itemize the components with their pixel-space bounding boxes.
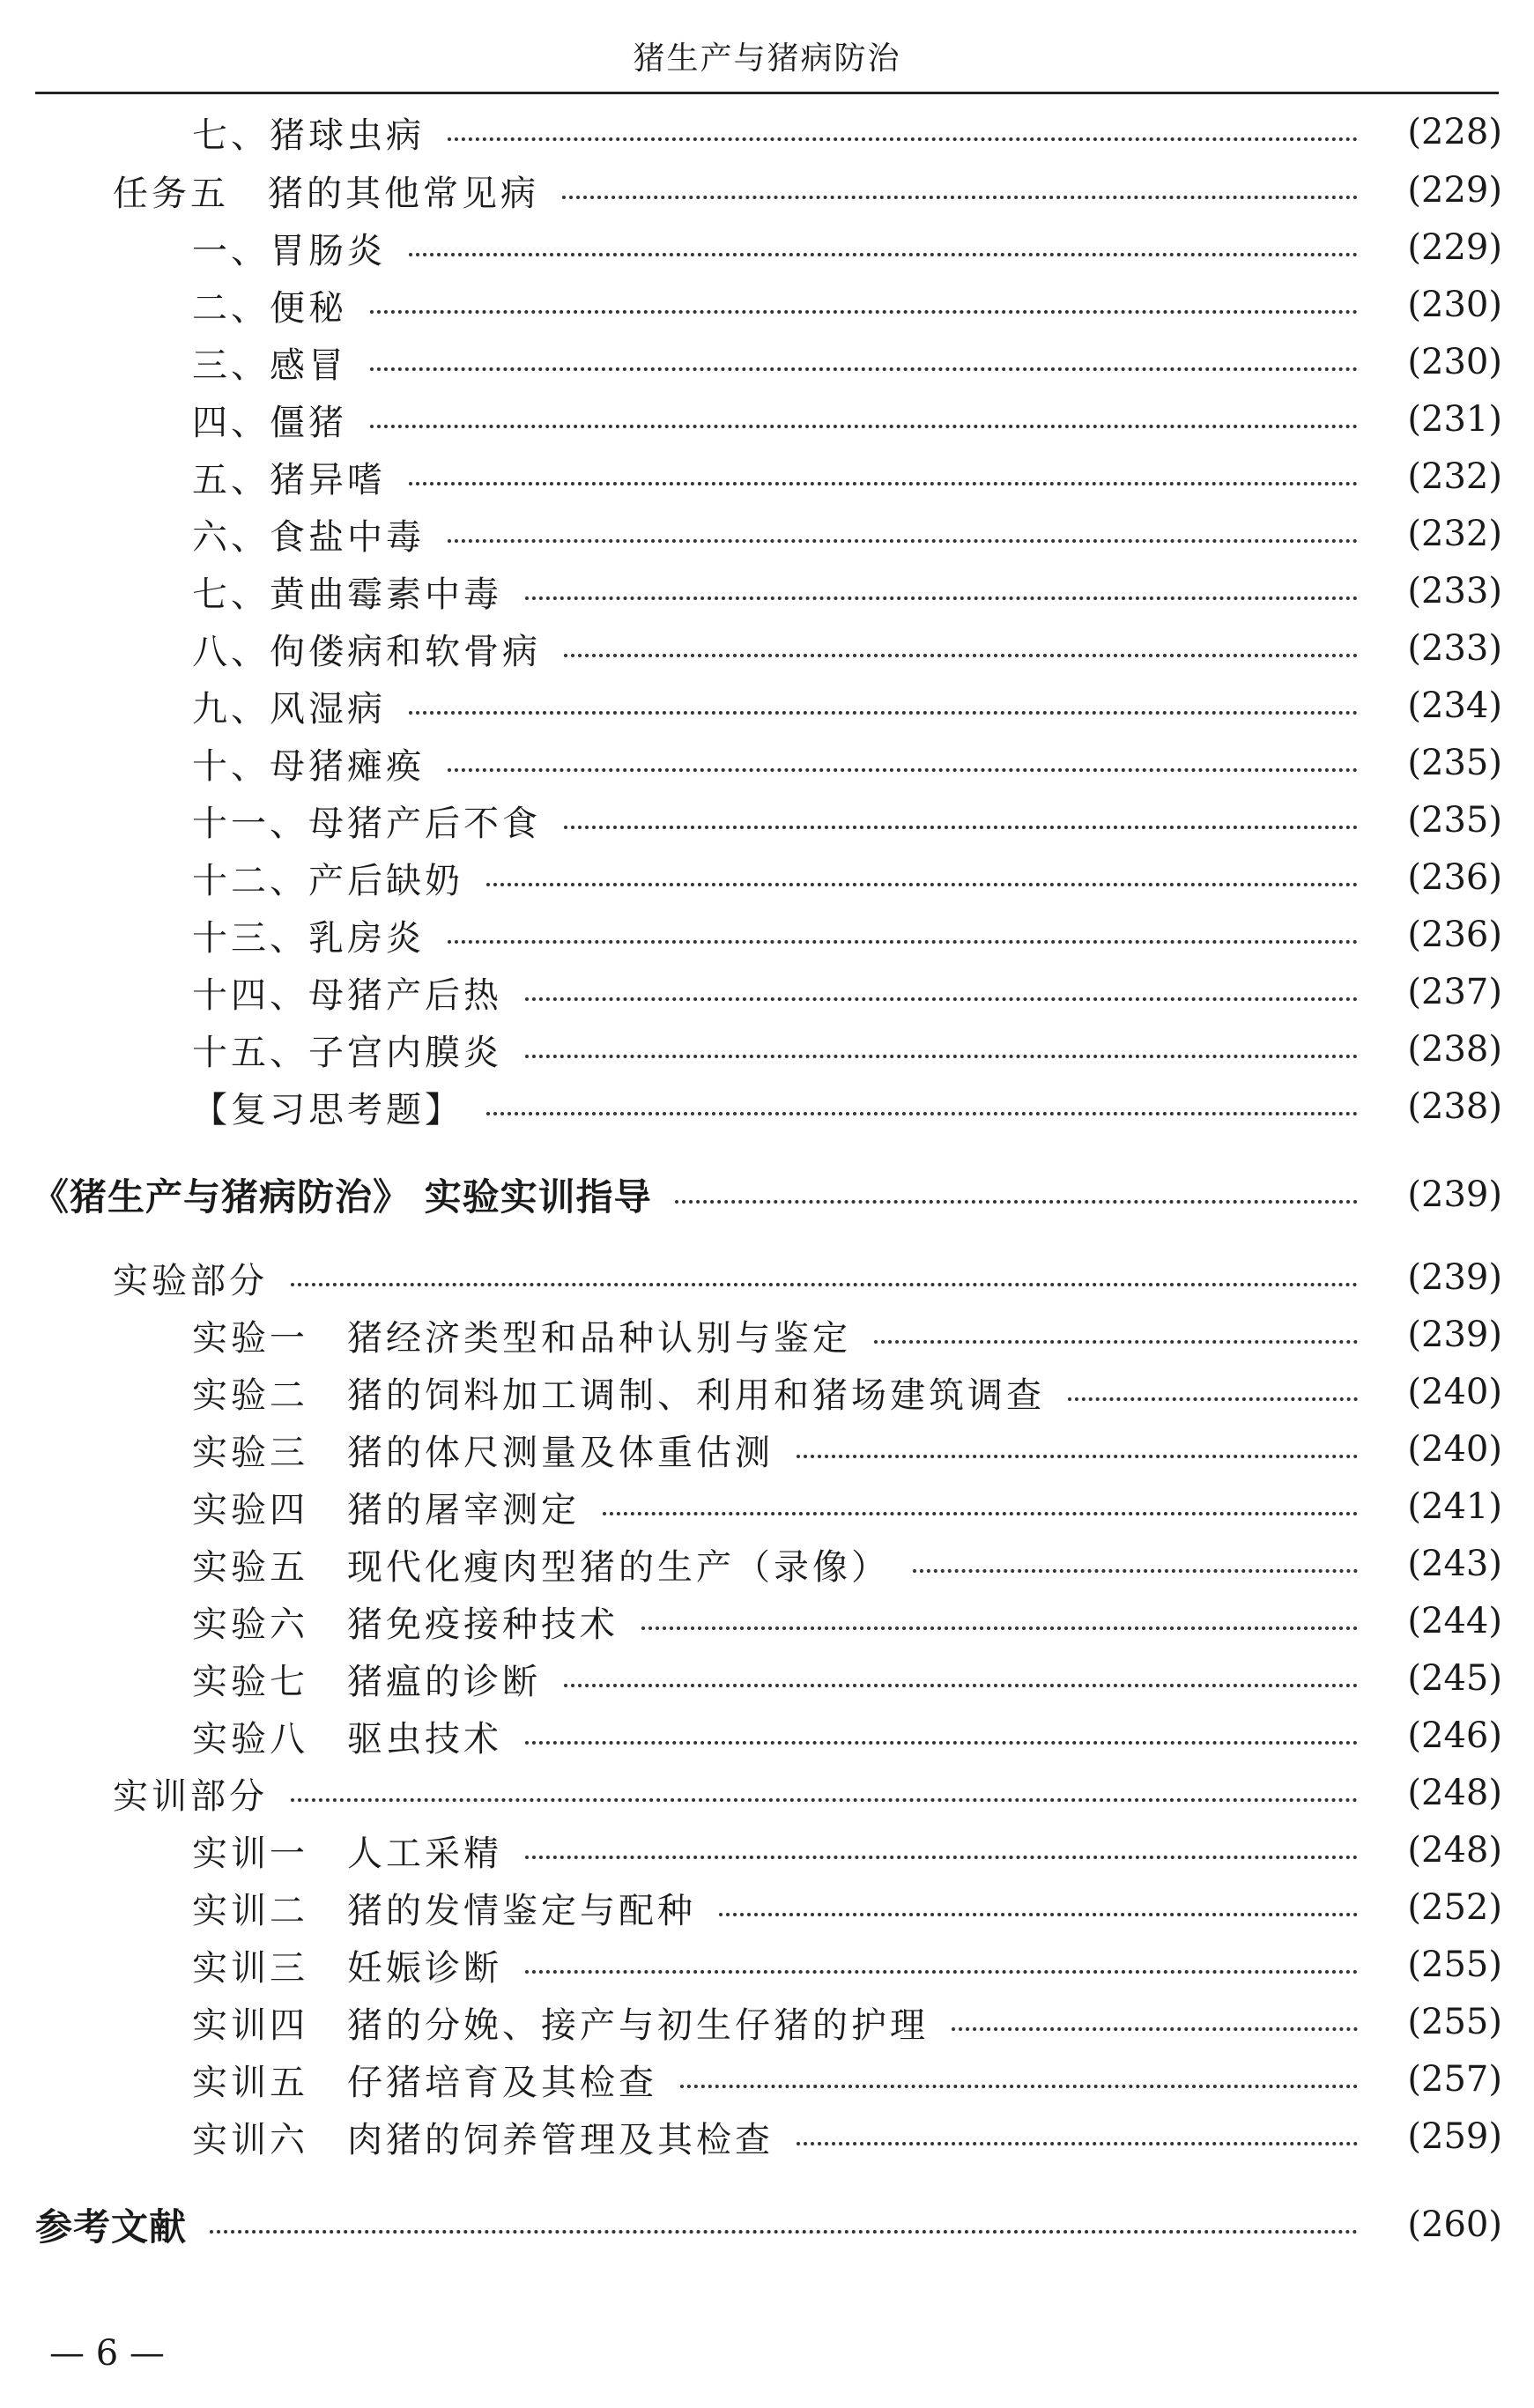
dot-leader bbox=[370, 310, 1358, 314]
toc-entry-title: 参考文献 bbox=[35, 2205, 188, 2249]
toc-entry-page: (231) bbox=[1407, 399, 1502, 440]
toc-entry-title: 实验五 现代化瘦肉型猪的生产（录像） bbox=[192, 1546, 890, 1588]
page-number-value: 232 bbox=[1421, 456, 1489, 497]
toc-entry-page: (239) bbox=[1407, 1257, 1502, 1298]
dot-leader bbox=[564, 1684, 1358, 1687]
page-number-value: 236 bbox=[1421, 857, 1489, 898]
toc-entry[interactable] bbox=[0, 738, 1534, 788]
page-number-value: 240 bbox=[1421, 1372, 1489, 1412]
toc-entry-page: (229) bbox=[1407, 170, 1502, 211]
toc-entry-title: 实训部分 bbox=[113, 1775, 268, 1817]
toc-entry-page: (255) bbox=[1407, 1945, 1502, 1985]
toc-entry-page: (232) bbox=[1407, 514, 1502, 554]
toc-entry-page: (248) bbox=[1407, 1773, 1502, 1813]
toc-entry-title: 实训二 猪的发情鉴定与配种 bbox=[192, 1890, 696, 1931]
toc-entry-title: 一、胃肠炎 bbox=[192, 230, 386, 271]
toc-entry-title: 实验六 猪免疫接种技术 bbox=[192, 1604, 619, 1645]
toc-entry-title: 五、猪异嗜 bbox=[192, 459, 386, 500]
page-number-value: 230 bbox=[1421, 342, 1489, 382]
toc-entry-title: 实验八 驱虫技术 bbox=[192, 1718, 502, 1760]
toc-entry-title: 实训三 妊娠诊断 bbox=[192, 1947, 502, 1989]
page-number-value: 230 bbox=[1421, 285, 1489, 325]
toc-entry-page: (239) bbox=[1407, 1315, 1502, 1355]
toc-entry-page: (252) bbox=[1407, 1887, 1502, 1928]
toc-entry[interactable] bbox=[0, 166, 1534, 215]
toc-entry[interactable] bbox=[0, 337, 1534, 387]
toc-entry[interactable] bbox=[0, 853, 1534, 902]
dot-leader bbox=[525, 997, 1358, 1001]
toc-entry[interactable] bbox=[0, 1883, 1534, 1932]
toc-entry[interactable] bbox=[0, 624, 1534, 673]
page-number-value: 245 bbox=[1421, 1658, 1489, 1699]
toc-entry[interactable] bbox=[0, 1310, 1534, 1360]
toc-entry[interactable] bbox=[0, 1940, 1534, 1989]
toc-entry[interactable] bbox=[0, 2200, 1534, 2249]
page-number-value: 243 bbox=[1421, 1544, 1489, 1584]
dot-leader bbox=[448, 768, 1358, 772]
toc-entry[interactable] bbox=[0, 567, 1534, 616]
toc-entry[interactable] bbox=[0, 1826, 1534, 1875]
toc-entry-page: (236) bbox=[1407, 915, 1502, 955]
toc-entry-page: (240) bbox=[1407, 1372, 1502, 1412]
page-number-value: 260 bbox=[1421, 2204, 1489, 2245]
toc-entry-title: 实训六 肉猪的饲养管理及其检查 bbox=[192, 2119, 774, 2160]
toc-entry[interactable] bbox=[0, 1367, 1534, 1417]
toc-entry[interactable] bbox=[0, 395, 1534, 444]
toc-entry-page: (235) bbox=[1407, 800, 1502, 841]
toc-entry-title: 实验七 猪瘟的诊断 bbox=[192, 1661, 541, 1702]
toc-entry-title: 四、僵猪 bbox=[192, 402, 347, 443]
toc-entry[interactable] bbox=[0, 2112, 1534, 2161]
toc-entry[interactable] bbox=[0, 1597, 1534, 1646]
toc-entry-title: 三、感冒 bbox=[192, 345, 347, 386]
toc-entry-page: (241) bbox=[1407, 1486, 1502, 1527]
page-number-value: 228 bbox=[1421, 112, 1489, 152]
toc-entry[interactable] bbox=[0, 1082, 1534, 1131]
toc-entry[interactable] bbox=[0, 796, 1534, 845]
page-number-value: 252 bbox=[1421, 1887, 1489, 1928]
toc-entry[interactable] bbox=[0, 1997, 1534, 2047]
page-number-value: 239 bbox=[1421, 1174, 1489, 1215]
dot-leader bbox=[448, 539, 1358, 543]
toc-entry-title: 六、食盐中毒 bbox=[192, 516, 425, 558]
toc-entry[interactable] bbox=[0, 107, 1534, 157]
toc-entry-title: 十四、母猪产后热 bbox=[192, 974, 502, 1016]
toc-entry-title: 九、风湿病 bbox=[192, 688, 386, 730]
toc-entry[interactable] bbox=[0, 1482, 1534, 1531]
page-number-value: 239 bbox=[1421, 1315, 1489, 1355]
page-number-value: 238 bbox=[1421, 1029, 1489, 1070]
dot-leader bbox=[525, 596, 1358, 600]
toc-entry-page: (240) bbox=[1407, 1429, 1502, 1470]
toc-entry-title: 任务五 猪的其他常见病 bbox=[113, 173, 539, 214]
toc-entry[interactable] bbox=[0, 1711, 1534, 1760]
toc-entry-title: 实验部分 bbox=[113, 1260, 268, 1301]
dot-leader bbox=[370, 367, 1358, 371]
toc-entry-page: (235) bbox=[1407, 743, 1502, 783]
toc-entry-title: 实训五 仔猪培育及其检查 bbox=[192, 2062, 657, 2103]
toc-entry[interactable] bbox=[0, 967, 1534, 1017]
toc-entry-page: (230) bbox=[1407, 285, 1502, 325]
toc-entry-title: 实验一 猪经济类型和品种认别与鉴定 bbox=[192, 1317, 851, 1359]
page-number: — 6 — bbox=[49, 2333, 165, 2374]
toc-entry-title: 十五、子宫内膜炎 bbox=[192, 1032, 502, 1073]
toc-entry-page: (239) bbox=[1407, 1174, 1502, 1215]
toc-entry-title: 《猪生产与猪病防治》 实验实训指导 bbox=[32, 1175, 652, 1219]
toc-entry-title: 七、黄曲霉素中毒 bbox=[192, 574, 502, 615]
toc-entry-page: (243) bbox=[1407, 1544, 1502, 1584]
toc-entry-page: (244) bbox=[1407, 1601, 1502, 1641]
dot-leader bbox=[210, 2230, 1358, 2234]
dot-leader bbox=[291, 1283, 1358, 1286]
dot-leader bbox=[797, 2142, 1358, 2145]
dot-leader bbox=[409, 253, 1358, 256]
toc-entry-title: 实验二 猪的饲料加工调制、利用和猪场建筑调查 bbox=[192, 1374, 1045, 1416]
page-number-value: 259 bbox=[1421, 2116, 1489, 2157]
toc-entry-page: (255) bbox=[1407, 2002, 1502, 2042]
dot-leader bbox=[719, 1913, 1358, 1916]
dot-leader bbox=[525, 1055, 1358, 1058]
toc-entry-page: (238) bbox=[1407, 1086, 1502, 1127]
toc-entry-title: 实验三 猪的体尺测量及体重估测 bbox=[192, 1432, 774, 1473]
dot-leader bbox=[486, 1112, 1358, 1115]
toc-entry[interactable] bbox=[0, 1025, 1534, 1074]
page-number-value: 235 bbox=[1421, 800, 1489, 841]
dot-leader bbox=[370, 425, 1358, 428]
toc-entry-page: (233) bbox=[1407, 571, 1502, 611]
page-number-value: 244 bbox=[1421, 1601, 1489, 1641]
dot-leader bbox=[409, 482, 1358, 485]
toc-entry[interactable] bbox=[0, 509, 1534, 559]
dot-leader bbox=[913, 1569, 1358, 1573]
header-title: 猪生产与猪病防治 bbox=[633, 41, 901, 77]
page-number-value: 237 bbox=[1421, 972, 1489, 1012]
toc-entry[interactable] bbox=[0, 452, 1534, 501]
page-number-value: 240 bbox=[1421, 1429, 1489, 1470]
page-number-value: 233 bbox=[1421, 571, 1489, 611]
toc-entry-title: 十三、乳房炎 bbox=[192, 917, 425, 959]
toc-entry[interactable] bbox=[0, 681, 1534, 730]
toc-entry-page: (246) bbox=[1407, 1715, 1502, 1756]
dot-leader bbox=[874, 1340, 1358, 1344]
toc-entry-title: 实训一 人工采精 bbox=[192, 1833, 502, 1874]
page-number-value: 241 bbox=[1421, 1486, 1489, 1527]
page-number-value: 236 bbox=[1421, 915, 1489, 955]
toc-entry-title: 【复习思考题】 bbox=[192, 1089, 463, 1130]
dot-leader bbox=[603, 1512, 1358, 1515]
toc-entry-title: 二、便秘 bbox=[192, 287, 347, 329]
toc-entry[interactable] bbox=[0, 1253, 1534, 1302]
page-number-value: 229 bbox=[1421, 170, 1489, 211]
dot-leader bbox=[564, 654, 1358, 657]
toc-entry[interactable] bbox=[0, 1425, 1534, 1474]
dot-leader bbox=[409, 711, 1358, 715]
page-number-value: 235 bbox=[1421, 743, 1489, 783]
dot-leader bbox=[952, 2027, 1358, 2031]
toc-entry[interactable] bbox=[0, 280, 1534, 330]
dot-leader bbox=[525, 1970, 1358, 1974]
toc-entry-title: 十、母猪瘫痪 bbox=[192, 745, 425, 787]
toc-entry-page: (248) bbox=[1407, 1830, 1502, 1871]
page-number-value: 255 bbox=[1421, 1945, 1489, 1985]
toc-entry[interactable] bbox=[0, 2055, 1534, 2104]
toc-entry-title: 八、佝偻病和软骨病 bbox=[192, 631, 541, 672]
dot-leader bbox=[675, 1200, 1358, 1204]
page-number-value: 233 bbox=[1421, 628, 1489, 669]
page-number-value: 231 bbox=[1421, 399, 1489, 440]
toc-entry-title: 十一、母猪产后不食 bbox=[192, 803, 541, 844]
toc-entry-page: (233) bbox=[1407, 628, 1502, 669]
page-number-value: 234 bbox=[1421, 685, 1489, 726]
dot-leader bbox=[525, 1741, 1358, 1745]
toc-entry-page: (232) bbox=[1407, 456, 1502, 497]
toc-entry-title: 实训四 猪的分娩、接产与初生仔猪的护理 bbox=[192, 2004, 929, 2046]
toc-entry-page: (245) bbox=[1407, 1658, 1502, 1699]
toc-entry[interactable] bbox=[0, 1654, 1534, 1703]
toc-entry[interactable] bbox=[0, 223, 1534, 272]
dot-leader bbox=[448, 137, 1358, 141]
dot-leader bbox=[797, 1455, 1358, 1458]
toc-entry[interactable] bbox=[0, 1768, 1534, 1818]
toc-entry-page: (234) bbox=[1407, 685, 1502, 726]
toc-entry-page: (236) bbox=[1407, 857, 1502, 898]
toc-entry-page: (238) bbox=[1407, 1029, 1502, 1070]
dot-leader bbox=[641, 1626, 1358, 1630]
page-number-value: 232 bbox=[1421, 514, 1489, 554]
toc-entry-page: (260) bbox=[1407, 2204, 1502, 2245]
page-number-value: 248 bbox=[1421, 1830, 1489, 1871]
page-number-value: 229 bbox=[1421, 227, 1489, 268]
toc-entry-page: (229) bbox=[1407, 227, 1502, 268]
toc-entry-title: 实验四 猪的屠宰测定 bbox=[192, 1489, 580, 1530]
dot-leader bbox=[564, 826, 1358, 829]
toc-entry-title: 七、猪球虫病 bbox=[192, 115, 425, 156]
toc-entry[interactable] bbox=[0, 1170, 1534, 1219]
dot-leader bbox=[448, 940, 1358, 944]
toc-entry-page: (230) bbox=[1407, 342, 1502, 382]
toc-entry-page: (228) bbox=[1407, 112, 1502, 152]
dot-leader bbox=[486, 883, 1358, 886]
dot-leader bbox=[562, 196, 1358, 199]
toc-entry-page: (259) bbox=[1407, 2116, 1502, 2157]
page-number-value: 238 bbox=[1421, 1086, 1489, 1127]
toc-entry-title: 十二、产后缺奶 bbox=[192, 860, 463, 901]
dot-leader bbox=[1068, 1397, 1358, 1401]
dot-leader bbox=[525, 1856, 1358, 1859]
toc-entry-page: (257) bbox=[1407, 2059, 1502, 2100]
page-number-value: 239 bbox=[1421, 1257, 1489, 1298]
page-number-value: 257 bbox=[1421, 2059, 1489, 2100]
dot-leader bbox=[680, 2085, 1358, 2088]
page-number-value: 248 bbox=[1421, 1773, 1489, 1813]
page-number-value: 255 bbox=[1421, 2002, 1489, 2042]
dot-leader bbox=[291, 1798, 1358, 1802]
toc-entry-page: (237) bbox=[1407, 972, 1502, 1012]
toc-entry[interactable] bbox=[0, 1539, 1534, 1589]
toc-entry[interactable] bbox=[0, 910, 1534, 959]
page-number-value: 246 bbox=[1421, 1715, 1489, 1756]
